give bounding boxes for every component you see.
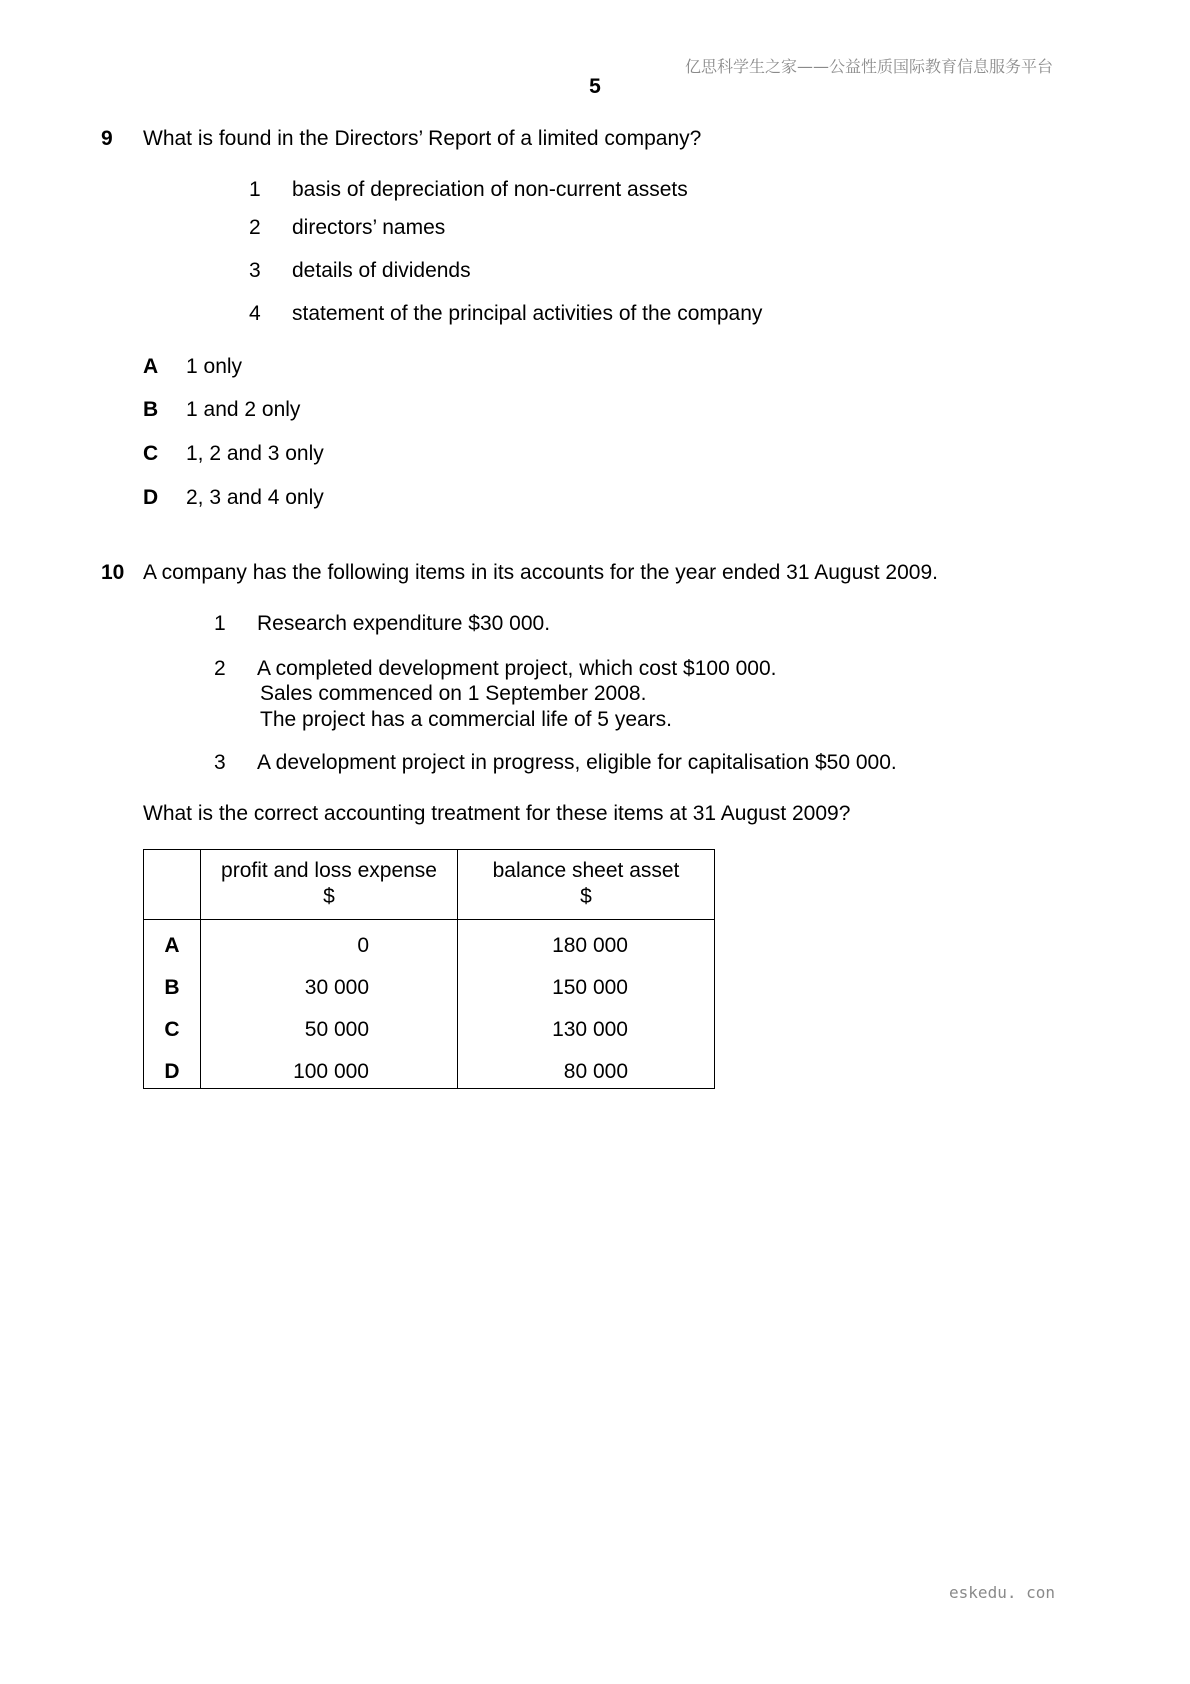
item-number: 3 <box>214 751 226 774</box>
question-prompt: What is the correct accounting treatment for these items at 31 August 2009? <box>143 802 851 825</box>
row-option-letter: B <box>144 967 201 1009</box>
option-letter: D <box>143 486 159 509</box>
item-text: A development project in progress, eligible for capitalisation $50 000. <box>257 751 897 774</box>
header-unit: $ <box>323 885 335 908</box>
table-header-empty <box>144 850 201 920</box>
item-text: Research expenditure $30 000. <box>257 612 551 635</box>
pl-expense-value: 0 <box>201 920 458 967</box>
option-text: 1 and 2 only <box>186 398 301 421</box>
item-text: Sales commenced on 1 September 2008. <box>260 682 647 705</box>
bs-asset-value: 130 000 <box>458 1009 715 1051</box>
option-letter: A <box>143 355 159 378</box>
table-header-pl <box>201 850 458 920</box>
pl-expense-value: 30 000 <box>201 967 458 1009</box>
footer-watermark: eskedu. con <box>949 1583 1055 1602</box>
statement-text: basis of depreciation of non-current assets <box>292 178 688 201</box>
bs-asset-value: 80 000 <box>458 1051 715 1089</box>
item-number: 2 <box>214 657 226 680</box>
item-text: The project has a commercial life of 5 years. <box>260 708 673 731</box>
statement-text: details of dividends <box>292 259 471 282</box>
bs-asset-value: 150 000 <box>458 967 715 1009</box>
header-unit: $ <box>580 885 592 908</box>
statement-number: 3 <box>249 259 261 282</box>
item-number: 1 <box>214 612 226 635</box>
statement-number: 1 <box>249 178 261 201</box>
statement-number: 2 <box>249 216 261 239</box>
row-option-letter: D <box>144 1051 201 1089</box>
question-number: 10 <box>101 561 125 584</box>
table-row <box>144 967 715 1009</box>
pl-expense-value: 50 000 <box>201 1009 458 1051</box>
answer-table <box>143 849 715 1089</box>
header-label: profit and loss expense <box>221 859 437 882</box>
item-text: A completed development project, which cost $100 000. <box>257 657 777 680</box>
question-number: 9 <box>101 127 113 150</box>
option-text: 2, 3 and 4 only <box>186 486 324 509</box>
option-letter: C <box>143 442 159 465</box>
row-option-letter: C <box>144 1009 201 1051</box>
table-header-bs <box>458 850 715 920</box>
question-text: A company has the following items in its accounts for the year ended 31 August 2009. <box>143 561 938 584</box>
statement-text: statement of the principal activities of the company <box>292 302 763 325</box>
statement-text: directors’ names <box>292 216 446 239</box>
option-text: 1, 2 and 3 only <box>186 442 324 465</box>
header-label: balance sheet asset <box>492 859 680 882</box>
option-text: 1 only <box>186 355 243 378</box>
table-header-row <box>144 850 715 920</box>
table-row <box>144 1051 715 1089</box>
watermark-text: 亿思科学生之家——公益性质国际教育信息服务平台 <box>684 57 1053 76</box>
bs-asset-value: 180 000 <box>458 920 715 967</box>
pl-expense-value: 100 000 <box>201 1051 458 1089</box>
row-option-letter: A <box>144 920 201 967</box>
statement-number: 4 <box>249 302 261 325</box>
table-row <box>144 1009 715 1051</box>
question-text: What is found in the Directors’ Report of a limited company? <box>143 127 702 150</box>
table-row <box>144 920 715 967</box>
option-letter: B <box>143 398 159 421</box>
page-number: 5 <box>589 75 601 98</box>
